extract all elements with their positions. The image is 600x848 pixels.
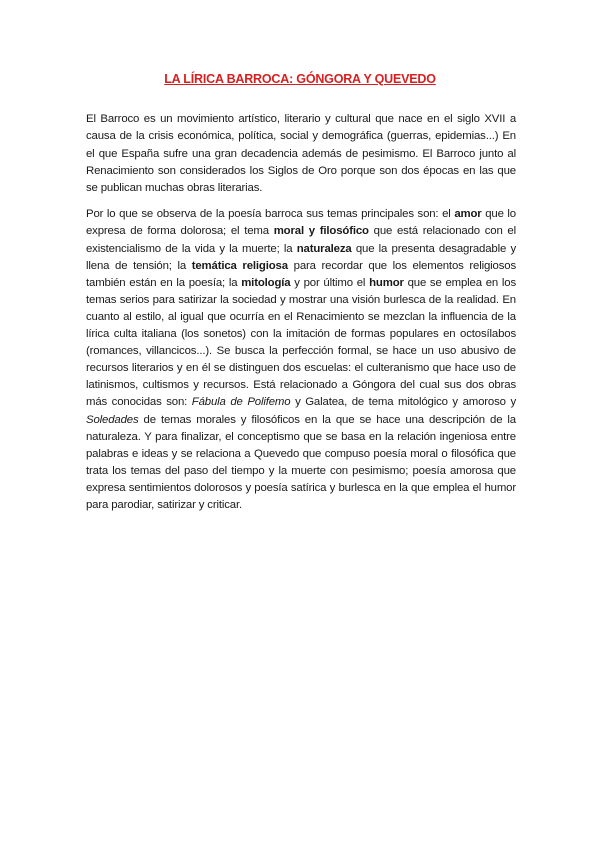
italic-title-soledades: Soledades — [86, 413, 139, 426]
text-run: que está relacionado con el existencialismo de la vida y la muerte; la — [86, 225, 516, 255]
text-run: que se emplea en los temas serios para satirizar la sociedad y mostrar una visión burlesca de la realidad. En cuanto al estilo, al igual que ocurría en el Renacimiento se mezclan la influencia de la lírica culta italiana (los sonetos) con la imitación de formas populares en octosílabos (romances, villancicos...). Se busca la perfección formal, se hace un uso abusivo de recursos literarios y en él se distinguen dos escuelas: el culteranismo que hace uso de latinismos, cultismos y recursos. Está relacionado a Góngora del cual sus dos obras más conocidas son: — [86, 276, 516, 409]
text-run: y por último el — [290, 276, 370, 289]
text-run: de temas morales y filosóficos en la que se hace una descripción de la naturaleza. Y para finalizar, el conceptismo que se basa en la relación ingeniosa entre palabras e ideas y se relaciona a Quevedo que compuso poesía moral o filosófica que trata los temas del paso del tiempo y la muerte con pesimismo; poesía amorosa que expresa sentimientos dolorosos y poesía satírica y burlesca en la que emplea el humor para parodiar, satirizar y criticar. — [86, 413, 516, 511]
text-run: Por lo que se observa de la poesía barroca sus temas principales son: el — [86, 208, 455, 221]
text-run: que lo expresa de forma dolorosa; el tema — [86, 208, 516, 238]
bold-term-mitologia: mitología — [241, 276, 291, 289]
paragraph-themes — [86, 206, 516, 514]
bold-term-religiosa: temática religiosa — [191, 259, 288, 272]
italic-title-polifemo: Fábula de Polifemo — [191, 396, 291, 409]
text-run: y Galatea, de tema mitológico y amoroso y — [290, 396, 517, 409]
bold-term-moral: moral y filosófico — [273, 225, 369, 238]
text-run: para recordar que los elementos religiosos también están en la poesía; la — [86, 259, 516, 289]
bold-term-naturaleza: naturaleza — [296, 242, 352, 255]
page-title: LA LÍRICA BARROCA: GÓNGORA Y QUEVEDO — [164, 72, 436, 86]
bold-term-humor: humor — [369, 276, 404, 289]
paragraph-intro: El Barroco es un movimiento artístico, literario y cultural que nace en el siglo XVII a causa de la crisis económica, política, social y demográfica (guerras, epidemias...) En el que España sufre una gran decadencia además de pesimismo. El Barroco junto al Renacimiento son considerados los Siglos de Oro porque son dos épocas en las que se publican muchas obras literarias. — [86, 113, 516, 194]
text-run: que la presenta desagradable y llena de tensión; la — [86, 242, 516, 272]
bold-term-amor: amor — [454, 208, 482, 221]
